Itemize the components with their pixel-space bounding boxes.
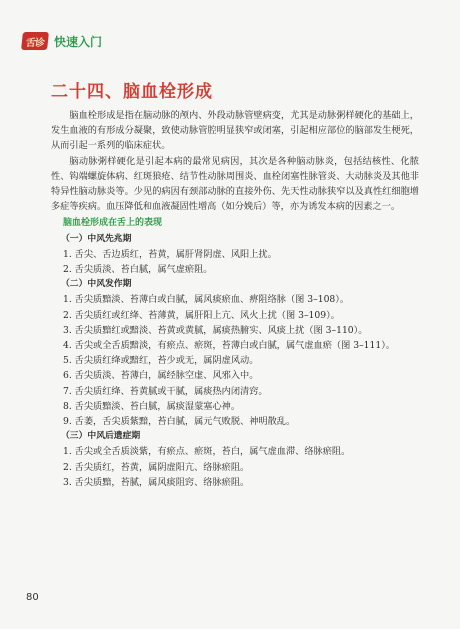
paragraph-causes: 脑动脉粥样硬化是引起本病的最常见病因，其次是各种脑动脉炎，包括结核性、化脓性、钩端螺旋体病、红斑狼疮、结节性动脉周围炎、血栓闭塞性脉管炎、大动脉炎及其他非特异性脑动脉炎等。少见的病因有颈部动脉的直接外伤、先天性动脉狭窄以及真性红细胞增多症等疾病。血压降低和血液凝固性增高（如分娩后）等，亦为诱发本病的因素之一。 [51,155,419,213]
list-item: 1. 舌尖、舌边质红，苔黄，属肝肾阴虚、风阳上扰。 [63,248,277,260]
paragraph-definition: 脑血栓形成是指在脑动脉的颅内、外段动脉管壁病变，尤其是动脉粥样硬化的基础上，发生血液的有形成分凝聚，致使动脉管腔明显狭窄或闭塞，引起相应部位的脑部发生梗死，从而引起一系列的临床症状。 [51,110,419,152]
page-header [22,32,102,50]
list-item: 1. 舌尖或全舌质淡紫，有瘀点、瘀斑，苔白，属气虚血滞、络脉瘀阻。 [63,446,351,458]
list-item: 9. 舌萎，舌尖质紫黯，苔白腻，属元气败脱、神明散乱。 [63,416,296,428]
logo: 舌诊 [21,32,49,50]
list-item: 2. 舌尖质红或红绛、苔薄黄，属肝阳上亢、风火上扰（图 3–109）。 [63,309,340,321]
list-item: 7. 舌尖质红绛、苔黄腻或干腻，属痰热内闭清窍。 [63,385,268,397]
list-item: 4. 舌尖或全舌质黯淡，有瘀点、瘀斑，苔薄白或白腻，属气虚血瘀（图 3–111）。 [63,340,395,352]
section-heading: （二）中风发作期 [61,279,132,290]
section-heading: （三）中风后遗症期 [61,431,141,442]
list-item: 2. 舌尖质淡、苔白腻，属气虚瘀阻。 [63,264,213,276]
page-number: 80 [26,592,39,603]
list-item: 2. 舌尖质红，苔黄，属阴虚阳亢、络脉瘀阻。 [63,461,250,473]
header-title: 快速入门 [54,34,103,49]
list-item: 8. 舌尖质黯淡、苔白腻，属痰湿蒙塞心神。 [63,400,241,412]
list-item: 3. 舌尖质黯红或黯淡、苔黄或黄腻，属痰热腑实、风痰上扰（图 3–110）。 [63,324,368,336]
section-heading: （一）中风先兆期 [61,233,132,244]
list-item: 1. 舌尖质黯淡、苔薄白或白腻，属风痰瘀血、痹阻络脉（图 3–108）。 [63,294,350,306]
list-item: 5. 舌尖质红绛或黯红，苔少或无，属阴虚风动。 [63,355,259,367]
section-subheading: 脑血栓形成在舌上的表现 [63,218,163,229]
list-item: 3. 舌尖质黯，苔腻，属风痰阻窍、络脉瘀阻。 [63,476,250,488]
chapter-title: 二十四、脑血栓形成 [51,82,213,102]
page-content [51,108,419,490]
list-item: 6. 舌尖质淡、苔薄白，属经脉空虚、风邪入中。 [63,370,259,382]
